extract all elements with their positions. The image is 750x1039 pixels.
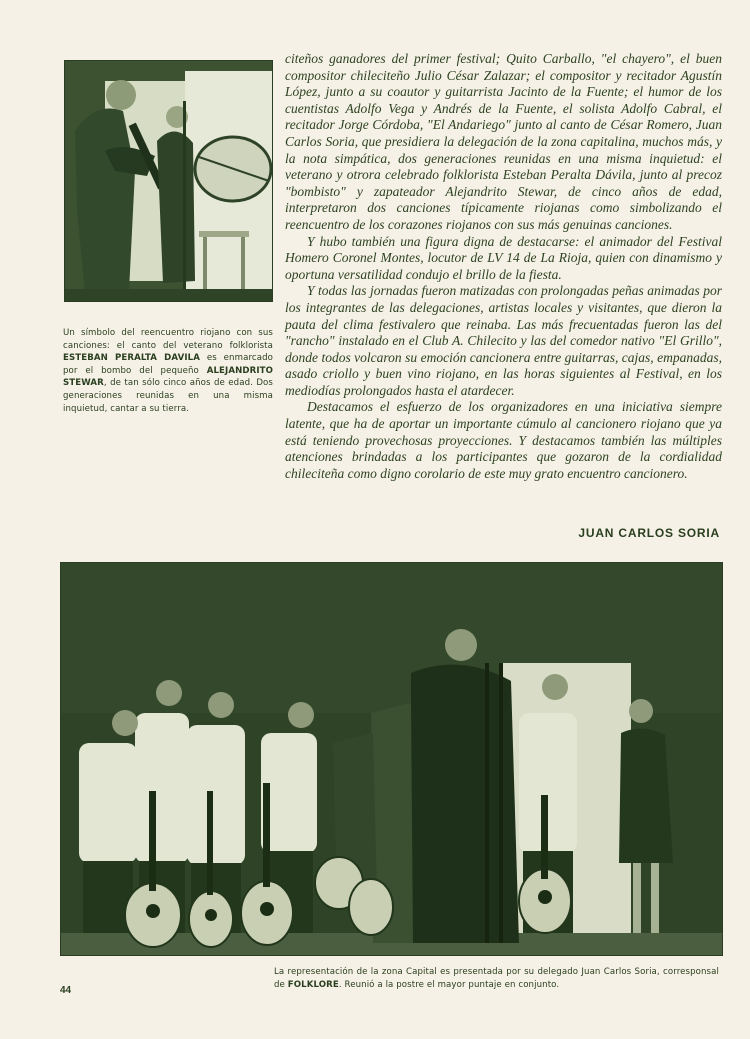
author-byline: JUAN CARLOS SORIA [578, 526, 720, 540]
photo-singer-with-child [64, 60, 273, 302]
article-paragraph: Y hubo también una figura digna de destacarse: el animador del Festival Homero Coronel Montes, locutor de LV 14 de La Rioja, quien con dinamismo y oportuna versatilidad condujo el brillo de la fiesta. [285, 233, 722, 282]
caption-text: Un símbolo del reencuentro riojano con sus canciones: el canto del veterano folklorista [63, 328, 273, 351]
caption-name-alejandrito: ALEJANDRITO STEWAR [63, 365, 273, 389]
photo-caption-bottom [274, 966, 719, 991]
page-number: 44 [60, 985, 72, 996]
article-paragraph: Y todas las jornadas fueron matizadas con prolongadas peñas animadas por los integrantes de las delegaciones, artistas locales y visitantes, que dieron la pauta del clima festivalero que reinaba. Las más frecuentadas fueron las del "rancho" instalado en el Club A. Chilecito y las del comedor nativo "El Grillo", donde todos volcaron su emoción cancionera entre guitarras, cajas, empanadas, asado criollo y buen vino riojano, en las horas siguientes al Festival, en los mediodías prolongados hasta el atardecer. [285, 283, 722, 398]
photo-caption-top [63, 327, 273, 415]
caption-text: La representación de la zona Capital es presentada por su delegado Juan Carlos Soria, corresponsal de [274, 967, 719, 990]
photo-capital-delegation [60, 562, 723, 956]
caption-name-esteban: ESTEBAN PERALTA DAVILA [63, 353, 200, 364]
caption-text: es enmarcado por el bombo del pequeño [63, 353, 273, 376]
caption-text: , de tan sólo cinco años de edad. Dos generaciones reunidas en una misma inquietud, cantar a su tierra. [63, 378, 273, 414]
article-body [285, 51, 722, 482]
caption-text: . Reunió a la postre el mayor puntaje en conjunto. [338, 979, 560, 990]
article-paragraph: Destacamos el esfuerzo de los organizadores en una iniciativa siempre latente, que ha de aportar un importante cúmulo al cancionero riojano que ya está teniendo provechosas proyecciones. Y destacamos también las múltiples atenciones brindadas a los participantes que gozaron de la cordialidad chileciteña como digno corolario de este muy grato encuentro cancionero. [285, 399, 722, 481]
article-paragraph: citeños ganadores del primer festival; Quito Carballo, "el chayero", el buen compositor chileciteño Julio César Zalazar; el compositor y recitador Agustín López, junto a su coautor y guitarrista Jacinto de la Fuente; el humor de los cuentistas Adolfo Vega y Andrés de la Fuente, el solista Adolfo Cabral, el recitador Jorge Córdoba, "El Andariego" junto al canto de César Romero, Juan Carlos Soria, que presidiera la delegación de la zona capitalina, muchos más, y la nota simpática, dos generaciones reunidas en una misma inquietud: el veterano y otrora celebrado folklorista Esteban Peralta Dávila, junto al precoz "bombisto" y zapateador Alejandrito Stewar, de cinco años de edad, interpretaron dos canciones típicamente riojanas como simbolizando el reencuentro de los corazones riojanos con sus más genuinas canciones. [285, 51, 722, 232]
caption-magazine-name: FOLKLORE [287, 979, 339, 990]
